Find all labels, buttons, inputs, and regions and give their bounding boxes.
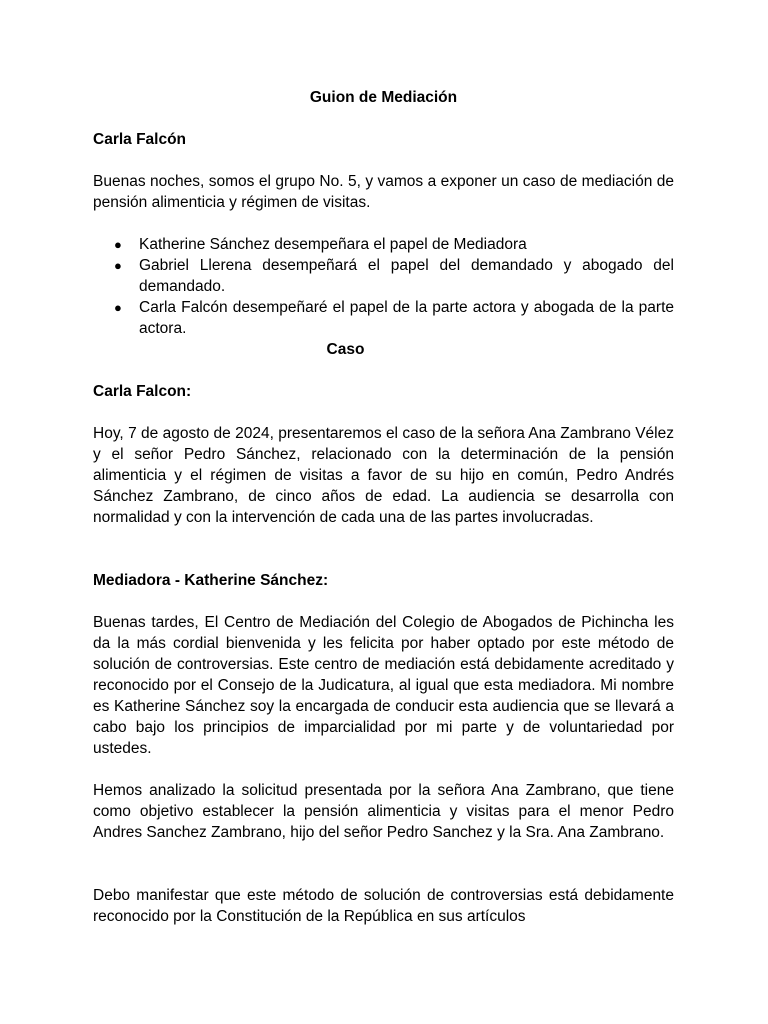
- list-item: [93, 255, 674, 297]
- intro-paragraph: Buenas noches, somos el grupo No. 5, y vamos a exponer un caso de mediación de pensión alimenticia y régimen de visitas.: [93, 173, 674, 211]
- list-item-text: Carla Falcón desempeñaré el papel de la parte actora y abogada de la parte actora.: [139, 299, 674, 337]
- bullet-icon: ●: [114, 258, 122, 273]
- list-item: [93, 297, 674, 339]
- caso-paragraph: Hoy, 7 de agosto de 2024, presentaremos el caso de la señora Ana Zambrano Vélez y el señor Pedro Sánchez, relacionado con la determinación de la pensión alimenticia y el régimen de visitas a favor de su hijo en común, Pedro Andrés Sánchez Zambrano, de cinco años de edad. La audiencia se desarrolla con normalidad y con la intervención de cada una de las partes involucradas.: [93, 425, 674, 526]
- document-title: Guion de Mediación: [309, 89, 458, 106]
- bullet-icon: ●: [114, 300, 122, 315]
- list-item-text: Gabriel Llerena desempeñará el papel del demandado y abogado del demandado.: [139, 257, 674, 295]
- mediadora-paragraph-1: Buenas tardes, El Centro de Mediación del Colegio de Abogados de Pichincha les da la más cordial bienvenida y les felicita por haber optado por este método de solución de controversias. Este centro de mediación está debidamente acreditado y reconocido por el Consejo de la Judicatura, al igual que esta mediadora. Mi nombre es Katherine Sánchez soy la encargada de conducir esta audiencia que se llevará a cabo bajo los principios de imparcialidad por mi parte y de voluntariedad por ustedes.: [93, 614, 674, 757]
- list-item: [93, 234, 674, 255]
- mediadora-paragraph-2: Hemos analizado la solicitud presentada por la señora Ana Zambrano, que tiene como objetivo establecer la pensión alimenticia y visitas para el menor Pedro Andres Sanchez Zambrano, hijo del señor Pedro Sanchez y la Sra. Ana Zambrano.: [93, 782, 674, 841]
- caso-heading: Caso: [326, 341, 365, 358]
- mediadora-paragraph-3: Debo manifestar que este método de solución de controversias está debidamente reconocido por la Constitución de la República en sus artículos: [93, 887, 674, 925]
- speaker-heading-mediadora: Mediadora - Katherine Sánchez:: [93, 572, 329, 589]
- bullet-icon: ●: [114, 237, 122, 252]
- list-item-text: Katherine Sánchez desempeñara el papel de Mediadora: [139, 236, 527, 253]
- speaker-heading-carla-falcon: Carla Falcon:: [93, 383, 192, 400]
- speaker-heading-carla: Carla Falcón: [93, 131, 187, 148]
- roles-list: [93, 234, 674, 339]
